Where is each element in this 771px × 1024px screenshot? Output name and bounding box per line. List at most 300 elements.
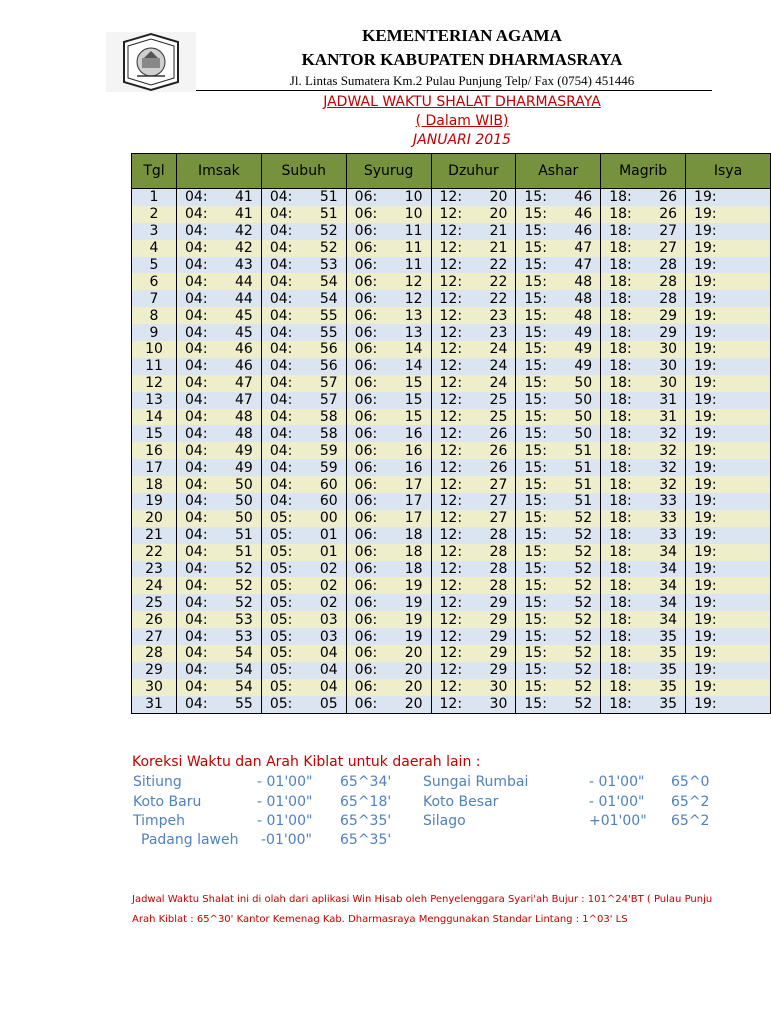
time-cell (516, 476, 601, 493)
date-cell: 20 (132, 510, 177, 527)
time-hour: 19 (694, 324, 712, 341)
time-separator: : (627, 544, 632, 561)
time-separator: : (202, 510, 208, 527)
time-minute: 46 (574, 223, 593, 240)
time-hour: 05 (269, 645, 288, 662)
time-cell (261, 544, 346, 561)
time-cell (176, 206, 261, 223)
time-hour: 04 (269, 476, 288, 493)
time-cell (516, 561, 601, 578)
time-cell (601, 240, 686, 257)
time-minute: 26 (659, 189, 678, 206)
time-minute: 32 (659, 459, 678, 476)
location-qibla: 65^2 (671, 794, 710, 810)
time-minute: 52 (319, 223, 338, 240)
time-cell (431, 324, 516, 341)
time-cell (516, 206, 601, 223)
time-cell (261, 223, 346, 240)
date-cell: 2 (132, 206, 177, 223)
time-separator: : (542, 679, 547, 696)
table-row (132, 527, 771, 544)
time-minute: 29 (489, 645, 508, 662)
time-hour: 15 (524, 425, 543, 442)
time-cell (261, 392, 346, 409)
time-hour: 04 (269, 324, 288, 341)
time-minute: 60 (319, 476, 338, 493)
time-hour: 12 (439, 273, 458, 290)
time-separator: : (372, 223, 378, 240)
time-hour: 12 (439, 392, 458, 409)
time-hour: 18 (609, 257, 628, 273)
time-separator: : (372, 459, 378, 476)
time-cell (261, 425, 346, 442)
time-separator: : (372, 696, 378, 713)
time-hour: 04 (269, 409, 288, 426)
time-cell (176, 594, 261, 611)
time-separator: : (711, 409, 717, 426)
time-minute: 52 (574, 510, 593, 527)
time-separator: : (372, 324, 378, 341)
time-separator: : (627, 341, 632, 358)
time-separator: : (542, 594, 547, 611)
time-separator: : (542, 240, 547, 257)
time-cell (516, 223, 601, 240)
time-cell (516, 240, 601, 257)
time-hour: 05 (269, 527, 288, 544)
time-separator: : (627, 223, 632, 240)
time-separator: : (202, 409, 208, 426)
time-hour: 12 (439, 476, 458, 493)
time-minute: 24 (489, 358, 508, 375)
time-minute: 16 (404, 459, 423, 476)
time-separator: : (457, 442, 463, 459)
time-hour: 12 (439, 206, 458, 223)
time-hour: 04 (269, 341, 288, 358)
time-hour: 06 (354, 290, 373, 307)
time-hour: 15 (524, 645, 543, 662)
time-minute: 56 (319, 341, 338, 358)
time-separator: : (711, 577, 717, 594)
time-separator: : (542, 324, 547, 341)
time-cell (686, 561, 771, 578)
time-hour: 18 (609, 527, 628, 544)
time-separator: : (372, 493, 378, 510)
time-separator: : (542, 459, 547, 476)
time-hour: 15 (524, 476, 543, 493)
time-separator: : (287, 375, 293, 392)
time-hour: 06 (354, 476, 373, 493)
time-separator: : (287, 544, 293, 561)
time-hour: 06 (354, 459, 373, 476)
time-separator: : (202, 561, 208, 578)
time-cell (601, 425, 686, 442)
table-row (132, 307, 771, 324)
time-hour: 06 (354, 679, 373, 696)
time-hour: 04 (184, 392, 203, 409)
time-minute: 12 (404, 273, 423, 290)
time-hour: 12 (439, 425, 458, 442)
time-hour: 06 (354, 206, 373, 223)
time-separator: : (711, 290, 717, 307)
time-cell (261, 594, 346, 611)
time-cell (176, 696, 261, 713)
time-cell (431, 611, 516, 628)
time-cell (176, 240, 261, 257)
time-hour: 04 (269, 189, 288, 206)
time-cell (686, 392, 771, 409)
table-row (132, 189, 771, 206)
time-hour: 04 (269, 273, 288, 290)
time-cell (601, 561, 686, 578)
time-hour: 12 (439, 442, 458, 459)
time-minute: 34 (659, 544, 678, 561)
column-header: Dzuhur (431, 154, 516, 189)
location-qibla: 65^35' (340, 832, 392, 848)
time-minute: 52 (574, 527, 593, 544)
time-minute: 27 (489, 476, 508, 493)
location-qibla: 65^2 (671, 813, 710, 829)
time-minute: 26 (489, 442, 508, 459)
time-separator: : (372, 375, 378, 392)
time-minute: 52 (235, 577, 253, 594)
time-cell (686, 544, 771, 561)
time-minute: 48 (235, 425, 253, 442)
time-separator: : (372, 510, 378, 527)
time-separator: : (542, 645, 547, 662)
time-separator: : (711, 510, 717, 527)
location-name: Sitiung (133, 774, 182, 790)
time-separator: : (287, 409, 293, 426)
time-minute: 29 (659, 324, 678, 341)
time-cell (261, 189, 346, 206)
time-cell (176, 273, 261, 290)
time-minute: 20 (404, 679, 423, 696)
time-hour: 12 (439, 662, 458, 679)
time-cell (176, 341, 261, 358)
time-hour: 04 (184, 544, 203, 561)
time-minute: 28 (489, 527, 508, 544)
time-minute: 35 (659, 696, 678, 713)
time-cell (601, 189, 686, 206)
time-hour: 15 (524, 510, 543, 527)
time-cell (176, 425, 261, 442)
time-minute: 23 (489, 324, 508, 341)
time-hour: 19 (694, 257, 712, 273)
time-separator: : (627, 425, 632, 442)
time-separator: : (711, 189, 717, 206)
date-cell: 15 (132, 425, 177, 442)
time-cell (516, 611, 601, 628)
time-minute: 41 (235, 189, 253, 206)
time-cell (686, 358, 771, 375)
time-minute: 04 (319, 662, 338, 679)
time-cell (601, 510, 686, 527)
time-hour: 19 (694, 189, 712, 206)
time-separator: : (542, 611, 547, 628)
time-minute: 34 (659, 561, 678, 578)
time-separator: : (202, 594, 208, 611)
time-minute: 29 (659, 307, 678, 324)
time-minute: 18 (404, 527, 423, 544)
time-cell (601, 493, 686, 510)
time-cell (431, 189, 516, 206)
time-separator: : (711, 696, 717, 713)
time-cell (601, 324, 686, 341)
time-hour: 18 (609, 459, 628, 476)
time-separator: : (711, 544, 717, 561)
time-separator: : (372, 425, 378, 442)
date-cell: 22 (132, 544, 177, 561)
table-row (132, 645, 771, 662)
time-hour: 06 (354, 561, 373, 578)
time-separator: : (711, 493, 717, 510)
location-qibla: 65^18' (340, 794, 392, 810)
time-cell (346, 223, 431, 240)
time-minute: 50 (235, 476, 253, 493)
time-hour: 06 (354, 645, 373, 662)
time-hour: 06 (354, 425, 373, 442)
date-cell: 25 (132, 594, 177, 611)
time-cell (686, 459, 771, 476)
time-cell (261, 375, 346, 392)
table-row (132, 679, 771, 696)
date-cell: 9 (132, 324, 177, 341)
time-hour: 18 (609, 611, 628, 628)
date-cell: 5 (132, 257, 177, 274)
time-hour: 04 (184, 611, 203, 628)
date-cell: 30 (132, 679, 177, 696)
time-cell (601, 577, 686, 594)
date-cell: 28 (132, 645, 177, 662)
time-hour: 04 (184, 679, 203, 696)
header-address: Jl. Lintas Sumatera Km.2 Pulau Punjung Telp/ Fax (0754) 451446 (289, 73, 635, 88)
time-minute: 13 (404, 307, 423, 324)
time-minute: 57 (319, 375, 338, 392)
time-cell (431, 290, 516, 307)
time-separator: : (457, 409, 463, 426)
time-hour: 06 (354, 594, 373, 611)
time-separator: : (287, 290, 293, 307)
time-hour: 19 (694, 273, 712, 290)
time-cell (431, 307, 516, 324)
time-hour: 04 (269, 223, 288, 240)
ministry-logo-icon (106, 32, 196, 92)
time-minute: 33 (659, 527, 678, 544)
time-separator: : (711, 611, 717, 628)
time-cell (516, 425, 601, 442)
time-separator: : (287, 425, 293, 442)
time-separator: : (711, 358, 717, 375)
time-hour: 05 (269, 662, 288, 679)
time-separator: : (627, 189, 632, 206)
time-cell (261, 358, 346, 375)
time-minute: 33 (659, 510, 678, 527)
time-separator: : (202, 442, 208, 459)
time-hour: 18 (609, 561, 628, 578)
time-hour: 12 (439, 527, 458, 544)
time-minute: 42 (235, 240, 253, 257)
time-minute: 02 (319, 577, 338, 594)
time-cell (516, 358, 601, 375)
time-separator: : (372, 611, 378, 628)
time-minute: 24 (489, 341, 508, 358)
time-cell (431, 679, 516, 696)
time-hour: 18 (609, 662, 628, 679)
time-separator: : (711, 662, 717, 679)
time-cell (686, 628, 771, 645)
time-minute: 10 (404, 206, 423, 223)
column-header: Ashar (516, 154, 601, 189)
time-hour: 06 (354, 493, 373, 510)
time-minute: 52 (574, 662, 593, 679)
time-separator: : (711, 341, 717, 358)
time-separator: : (627, 290, 632, 307)
time-cell (261, 561, 346, 578)
time-separator: : (627, 392, 632, 409)
time-separator: : (372, 341, 378, 358)
time-cell (431, 594, 516, 611)
time-minute: 51 (574, 442, 593, 459)
time-hour: 04 (184, 307, 203, 324)
time-hour: 06 (354, 307, 373, 324)
time-hour: 04 (184, 290, 203, 307)
time-hour: 15 (524, 493, 543, 510)
time-cell (431, 341, 516, 358)
time-minute: 26 (489, 425, 508, 442)
time-cell (516, 662, 601, 679)
time-cell (346, 628, 431, 645)
table-row (132, 273, 771, 290)
time-minute: 46 (235, 341, 253, 358)
time-hour: 04 (269, 240, 288, 257)
time-separator: : (627, 206, 632, 223)
time-minute: 50 (574, 392, 593, 409)
date-cell: 27 (132, 628, 177, 645)
time-minute: 53 (319, 257, 338, 273)
time-minute: 51 (319, 189, 338, 206)
time-separator: : (287, 189, 293, 206)
time-separator: : (372, 577, 378, 594)
time-separator: : (202, 696, 208, 713)
time-cell (516, 392, 601, 409)
time-hour: 04 (269, 358, 288, 375)
location-offset: - 01'00" (589, 794, 645, 810)
time-hour: 18 (609, 645, 628, 662)
time-cell (346, 510, 431, 527)
time-hour: 12 (439, 577, 458, 594)
time-cell (176, 290, 261, 307)
time-hour: 04 (269, 493, 288, 510)
time-minute: 54 (319, 290, 338, 307)
time-hour: 15 (524, 409, 543, 426)
time-hour: 06 (354, 392, 373, 409)
time-cell (686, 510, 771, 527)
time-cell (176, 358, 261, 375)
time-separator: : (457, 206, 463, 223)
time-minute: 31 (659, 409, 678, 426)
time-hour: 04 (184, 273, 203, 290)
time-minute: 16 (404, 442, 423, 459)
date-cell: 7 (132, 290, 177, 307)
time-separator: : (711, 240, 717, 257)
time-separator: : (542, 561, 547, 578)
time-minute: 48 (235, 409, 253, 426)
time-minute: 54 (319, 273, 338, 290)
time-cell (346, 189, 431, 206)
table-row (132, 459, 771, 476)
location-name: Timpeh (133, 813, 186, 829)
time-separator: : (287, 577, 293, 594)
time-cell (516, 594, 601, 611)
time-minute: 51 (235, 544, 253, 561)
time-separator: : (202, 189, 208, 206)
time-hour: 04 (184, 577, 203, 594)
time-cell (261, 679, 346, 696)
time-cell (176, 442, 261, 459)
time-hour: 04 (184, 493, 203, 510)
time-cell (431, 206, 516, 223)
time-cell (346, 459, 431, 476)
column-header: Isya (686, 154, 771, 189)
table-row (132, 425, 771, 442)
time-separator: : (457, 375, 463, 392)
time-cell (346, 307, 431, 324)
time-hour: 18 (609, 358, 628, 375)
time-cell (346, 561, 431, 578)
time-cell (516, 273, 601, 290)
time-hour: 18 (609, 476, 628, 493)
time-separator: : (542, 577, 547, 594)
time-hour: 12 (439, 611, 458, 628)
table-row (132, 358, 771, 375)
time-separator: : (457, 594, 463, 611)
time-minute: 46 (574, 206, 593, 223)
time-cell (516, 442, 601, 459)
time-hour: 19 (694, 510, 712, 527)
time-cell (176, 257, 261, 274)
time-minute: 45 (235, 324, 253, 341)
time-minute: 28 (659, 257, 678, 273)
time-hour: 19 (694, 307, 712, 324)
time-minute: 22 (489, 257, 508, 273)
time-cell (516, 493, 601, 510)
time-minute: 15 (404, 409, 423, 426)
time-hour: 15 (524, 290, 543, 307)
time-separator: : (372, 544, 378, 561)
time-minute: 35 (659, 679, 678, 696)
column-header: Magrib (601, 154, 686, 189)
time-hour: 04 (269, 459, 288, 476)
time-cell (601, 459, 686, 476)
time-hour: 18 (609, 341, 628, 358)
table-row (132, 594, 771, 611)
time-separator: : (627, 476, 632, 493)
time-separator: : (711, 307, 717, 324)
time-minute: 27 (489, 493, 508, 510)
time-cell (431, 358, 516, 375)
time-cell (176, 189, 261, 206)
date-cell: 21 (132, 527, 177, 544)
time-cell (176, 611, 261, 628)
time-minute: 46 (235, 358, 253, 375)
date-cell: 16 (132, 442, 177, 459)
time-hour: 15 (524, 679, 543, 696)
time-separator: : (542, 493, 547, 510)
time-separator: : (287, 223, 293, 240)
time-separator: : (372, 476, 378, 493)
time-hour: 19 (694, 425, 712, 442)
time-hour: 05 (269, 628, 288, 645)
